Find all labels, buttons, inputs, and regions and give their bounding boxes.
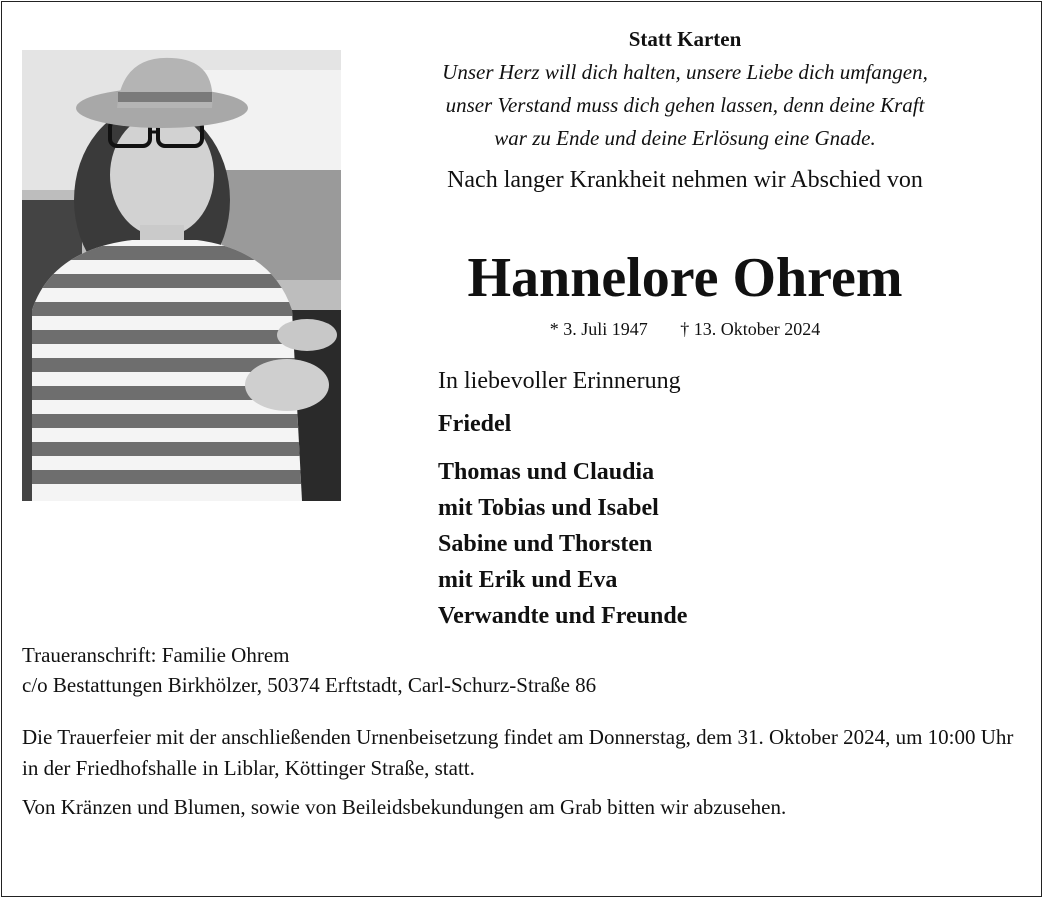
deceased-name: Hannelore Ohrem	[467, 247, 903, 309]
address-line: c/o Bestattungen Birkhölzer, 50374 Erftstadt, Carl-Schurz-Straße 86	[22, 673, 597, 697]
life-dates	[345, 316, 1025, 342]
poem-line: war zu Ende und deine Erlösung eine Gnade.	[494, 126, 876, 150]
mourner-line: Sabine und Thorsten	[438, 531, 653, 557]
condolence-request: Von Kränzen und Blumen, sowie von Beileidsbekundungen am Grab bitten wir abzusehen.	[22, 795, 787, 819]
poem	[345, 56, 1025, 155]
portrait-illustration	[22, 50, 341, 501]
poem-line: unser Verstand muss dich gehen lassen, denn deine Kraft	[445, 93, 925, 117]
poem-line: Unser Herz will dich halten, unsere Liebe dich umfangen,	[442, 60, 928, 84]
mourner-line: mit Erik und Eva	[438, 567, 618, 593]
mourner-line: mit Tobias und Isabel	[438, 495, 659, 521]
memory-line: In liebevoller Erinnerung	[438, 368, 681, 394]
mourner-line: Verwandte und Freunde	[438, 603, 688, 629]
birth-date: * 3. Juli 1947	[549, 319, 648, 339]
header-text	[345, 24, 1025, 195]
portrait-photo	[22, 50, 341, 501]
mourner-line: Thomas und Claudia	[438, 459, 655, 485]
statt-karten-label: Statt Karten	[628, 27, 742, 51]
death-date: † 13. Oktober 2024	[680, 319, 821, 339]
mourner-spouse: Friedel	[438, 411, 512, 437]
mourners-list	[438, 408, 687, 634]
farewell-intro: Nach langer Krankheit nehmen wir Abschied von	[447, 167, 923, 193]
footer-info	[22, 640, 1022, 823]
ceremony-notice: Die Trauerfeier mit der anschließenden Urnenbeisetzung findet am Donnerstag, dem 31. Oktober 2024, um 10:00 Uhr in der Friedhofshalle in Liblar, Köttinger Straße, statt.	[22, 725, 1014, 780]
address-label: Traueranschrift: Familie Ohrem	[22, 643, 290, 667]
